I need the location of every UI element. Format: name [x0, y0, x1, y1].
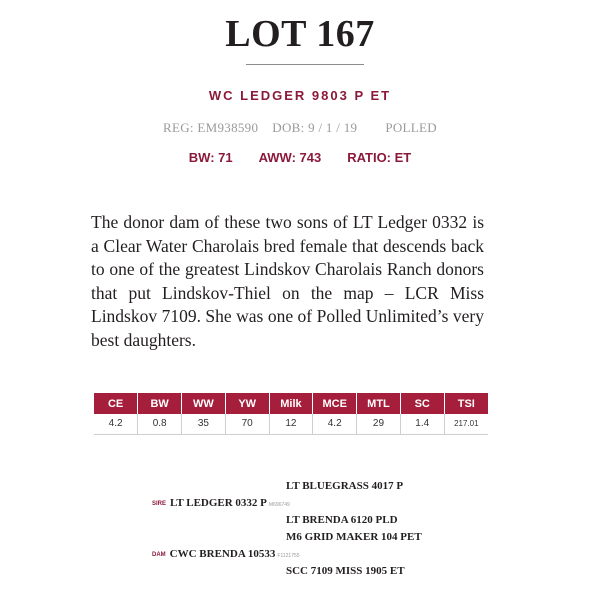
animal-name: WC LEDGER 9803 P ET: [208, 88, 392, 103]
title-divider: [246, 64, 364, 65]
dam-name: CWC BRENDA 10533: [169, 548, 276, 560]
epd-header-row: [94, 393, 488, 414]
sire-registration: M696749: [268, 502, 290, 508]
lot-title: LOT 167: [225, 13, 375, 55]
polled-status: POLLED: [385, 120, 437, 135]
pedigree-dam-dam: SCC 7109 MISS 1905 ET: [286, 565, 405, 577]
dam-label: DAM: [152, 552, 166, 558]
pedigree-sire-dam: LT BRENDA 6120 PLD: [286, 514, 398, 526]
epd-value-bw: 0.8: [138, 414, 182, 434]
adjusted-weaning-weight: AWW: 743: [258, 150, 322, 165]
epd-header-mtl: MTL: [357, 393, 401, 414]
date-of-birth: DOB: 9 / 1 / 19: [272, 120, 358, 135]
epd-header-milk: Milk: [269, 393, 313, 414]
registration-line: [0, 120, 600, 136]
epd-table: [94, 393, 488, 435]
epd-value-ce: 4.2: [94, 414, 138, 434]
epd-value-row: [94, 414, 488, 434]
epd-header-mce: MCE: [313, 393, 357, 414]
epd-header-bw: BW: [138, 393, 182, 414]
epd-value-yw: 70: [225, 414, 269, 434]
sire-name: LT LEDGER 0332 P: [170, 497, 267, 509]
epd-header-sc: SC: [400, 393, 444, 414]
epd-header-ce: CE: [94, 393, 138, 414]
pedigree-dam-sire: M6 GRID MAKER 104 PET: [286, 531, 422, 543]
epd-header-yw: YW: [225, 393, 269, 414]
dam-registration: F1121755: [277, 553, 300, 559]
epd-value-tsi: 217.01: [444, 414, 488, 434]
birth-weight: BW: 71: [188, 150, 233, 165]
epd-value-sc: 1.4: [400, 414, 444, 434]
pedigree-sire-sire: LT BLUEGRASS 4017 P: [286, 480, 404, 492]
epd-value-ww: 35: [182, 414, 226, 434]
epd-value-mce: 4.2: [313, 414, 357, 434]
lot-description: The donor dam of these two sons of LT Ledger 0332 is a Clear Water Charolais bred female that descends back to one of the greatest Lindskov Charolais Ranch donors that put Lindskov-Thiel on the map – LCR Miss Lindskov 7109. She was one of Polled Unlimited’s very best daughters.: [91, 212, 484, 350]
epd-value-milk: 12: [269, 414, 313, 434]
epd-value-mtl: 29: [357, 414, 401, 434]
epd-header-tsi: TSI: [444, 393, 488, 414]
sire-label: SIRE: [152, 501, 167, 507]
pedigree-dam: [152, 548, 300, 560]
ratio: RATIO: ET: [347, 150, 412, 165]
pedigree-sire: [152, 497, 290, 509]
epd-header-ww: WW: [182, 393, 226, 414]
registration-number: REG: EM938590: [163, 120, 259, 135]
performance-stats: [0, 150, 600, 165]
